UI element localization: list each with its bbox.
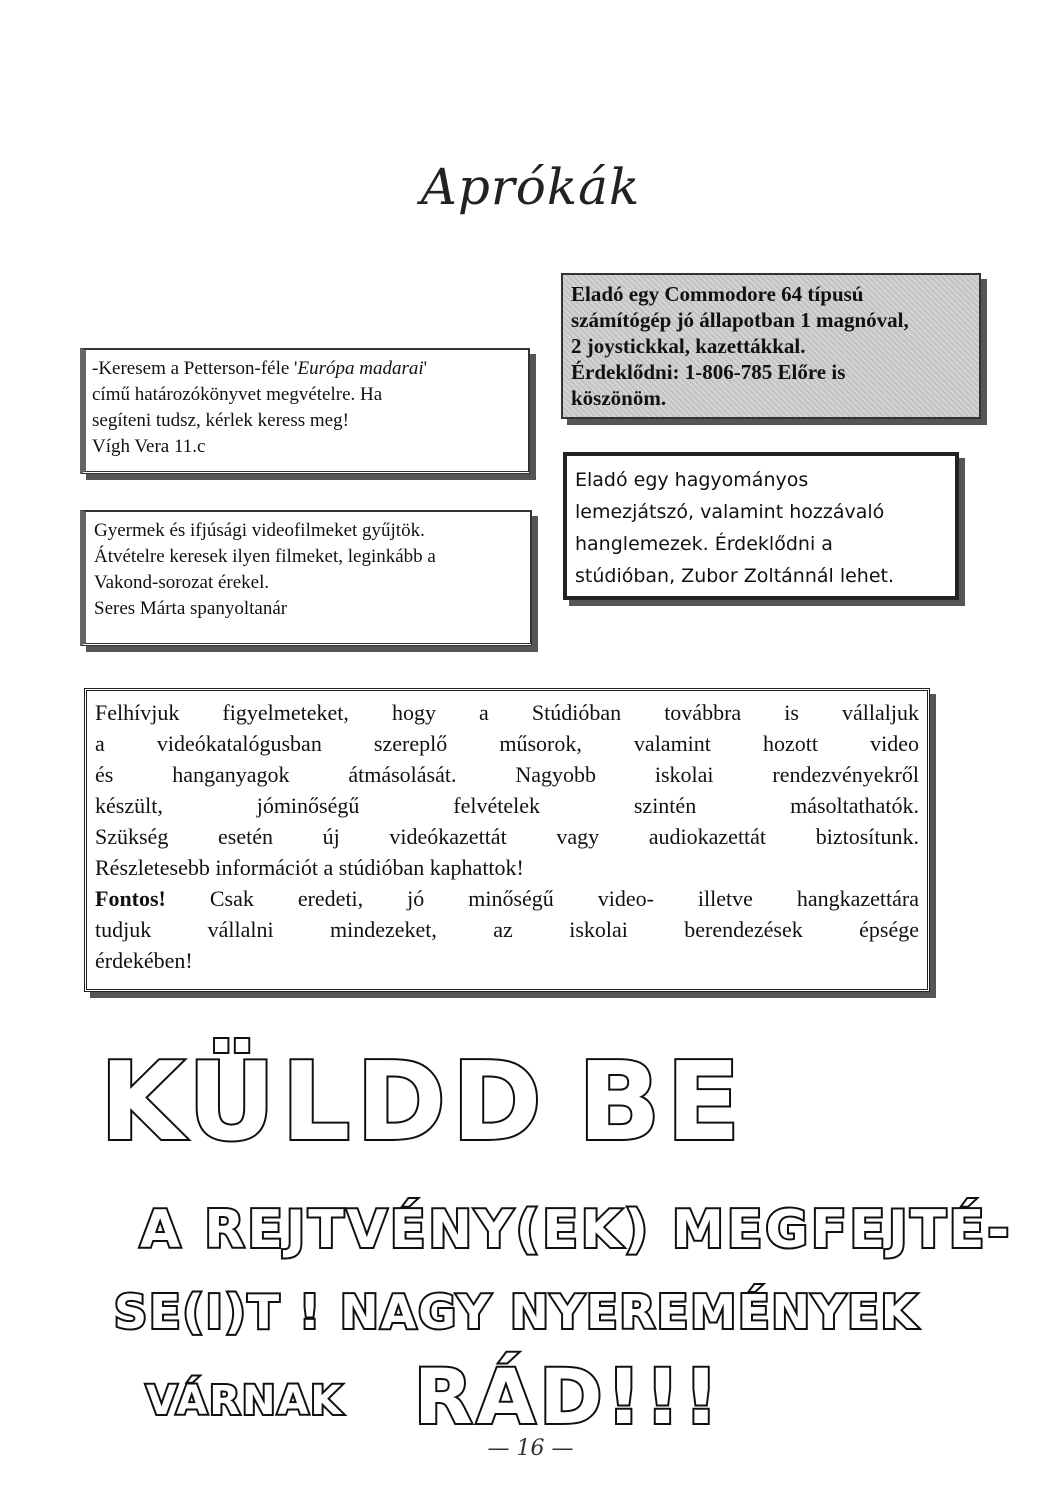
notice-line: Részletesebb információt a stúdióban kaphattok! <box>95 855 524 880</box>
promo-line-puzzle: A REJTVÉNY(EK) MEGFEJTÉ- <box>140 1200 1013 1260</box>
ad-commodore-line: Érdeklődni: 1-806-785 Előre is <box>571 360 846 384</box>
ad-video-line: Gyermek és ifjúsági videofilmeket gyűjtök. <box>94 520 425 541</box>
ad-book-suffix: ' <box>423 358 428 379</box>
ad-book-line: című határozókönyvet megvételre. Ha <box>92 384 383 405</box>
promo-line-prizes: SE(I)T ! NAGY NYEREMÉNYEK <box>114 1285 919 1339</box>
ad-book-line: segíteni tudsz, kérlek keress meg! <box>92 410 349 431</box>
studio-notice <box>84 688 930 992</box>
notice-important-label: Fontos! <box>95 886 166 911</box>
ad-commodore-line: számítógép jó állapotban 1 magnóval, <box>571 308 909 332</box>
page-title: Aprókák <box>420 158 641 216</box>
ad-turntable-line: stúdióban, Zubor Zoltánnál lehet. <box>575 565 895 587</box>
ad-video-line: Seres Márta spanyoltanár <box>94 598 288 619</box>
notice-line: Felhívjuk figyelmeteket, hogy a Stúdióban továbbra is vállaljuk <box>95 700 919 725</box>
ad-video-films <box>80 510 532 646</box>
promo-line-waiting: VÁRNAK <box>146 1378 344 1424</box>
ad-book-line: Vígh Vera 11.c <box>92 436 206 457</box>
ad-commodore-line: 2 joystickkal, kazettákkal. <box>571 334 806 358</box>
ad-turntable-line: hanglemezek. Érdeklődni a <box>575 533 833 555</box>
notice-important-line <box>95 883 919 914</box>
ad-commodore-line: Eladó egy Commodore 64 típusú <box>571 282 864 306</box>
ad-commodore <box>561 273 981 419</box>
ad-video-line: Vakond-sorozat érekel. <box>94 572 270 593</box>
notice-line: tudjuk vállalni mindezeket, az iskolai berendezések épsége <box>95 917 919 942</box>
notice-line: és hanganyagok átmásolását. Nagyobb iskolai rendezvényekről <box>95 762 919 787</box>
ad-video-line: Átvételre keresek ilyen filmeket, leginkább a <box>94 546 436 567</box>
ad-book-prefix: -Keresem a Petterson-féle ' <box>92 358 298 379</box>
ad-commodore-line: köszönöm. <box>571 386 667 410</box>
ad-book-title: Európa madarai <box>297 358 424 379</box>
promo-line-for-you: RÁD!!! <box>414 1352 723 1441</box>
page-number: — 16 — <box>487 1436 574 1461</box>
promo-headline-send: KÜLDD <box>100 1040 548 1165</box>
notice-line: érdekében! <box>95 948 193 973</box>
promo-headline-in: BE <box>578 1040 747 1165</box>
notice-line: készült, jóminőségű felvételek szintén másoltathatók. <box>95 793 919 818</box>
notice-line: Szükség esetén új videókazettát vagy audiokazettát biztosítunk. <box>95 824 919 849</box>
ad-book-line <box>92 356 522 382</box>
notice-line: a videókatalógusban szereplő műsorok, valamint hozott video <box>95 731 919 756</box>
ad-book-wanted <box>80 348 530 474</box>
notice-important-text: Csak eredeti, jó minőségű video- illetve hangkazettára <box>165 886 919 911</box>
ad-turntable <box>563 452 959 600</box>
ad-turntable-line: lemezjátszó, valamint hozzávaló <box>575 501 885 523</box>
ad-turntable-line: Eladó egy hagyományos <box>575 469 809 491</box>
